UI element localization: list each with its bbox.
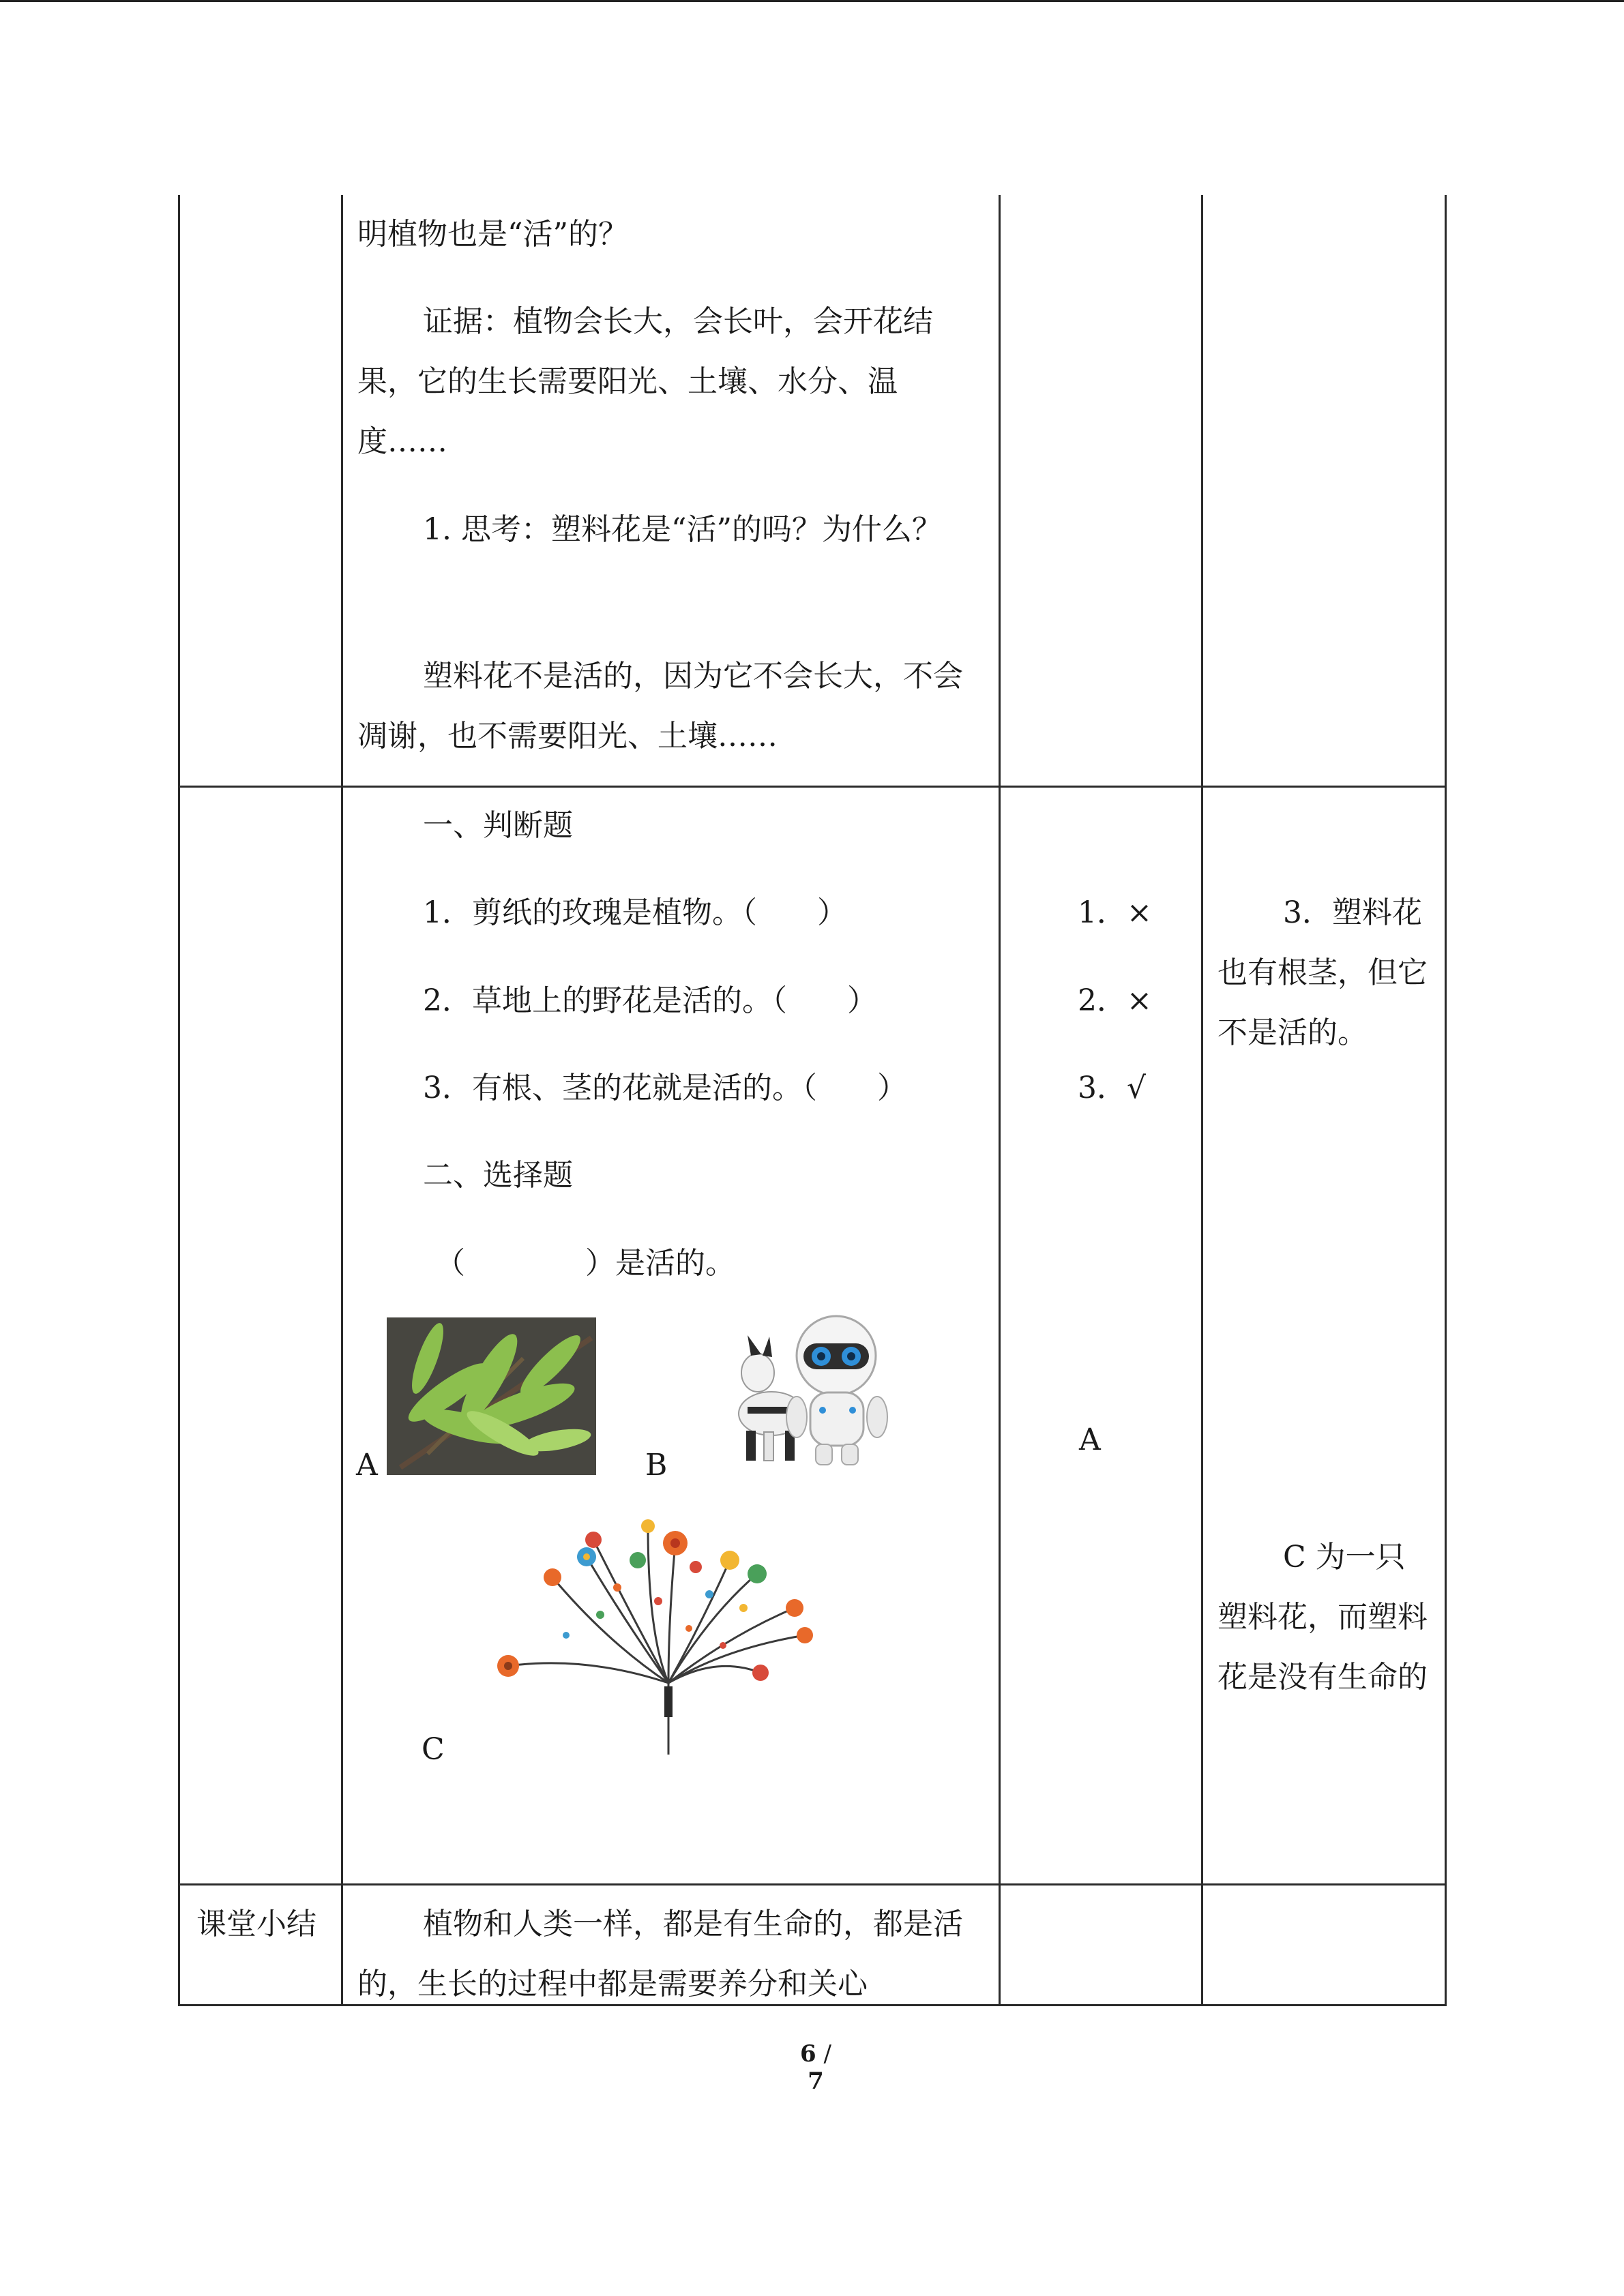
table-line <box>341 195 343 2006</box>
page-number <box>788 2040 843 2095</box>
paragraph: 明植物也是“活”的？ <box>357 217 628 252</box>
answer-item: 2．× <box>1078 983 1152 1018</box>
table-line <box>1201 195 1203 2006</box>
section-title: 二、选择题 <box>423 1158 573 1193</box>
section-title: 一、判断题 <box>423 808 573 843</box>
explanation-note: 3．塑料花也有根茎，但它不是活的。 <box>1217 895 1428 1050</box>
table-line <box>1445 195 1447 2006</box>
option-label: A <box>356 1448 378 1482</box>
option-label: C <box>422 1732 445 1767</box>
option-label: B <box>645 1448 668 1482</box>
question-item: 2．草地上的野花是活的。（ ） <box>423 983 877 1018</box>
plastic-flower-image <box>484 1512 825 1765</box>
answer-item: 3．√ <box>1078 1071 1147 1105</box>
paragraph: 1. 思考：塑料花是“活”的吗？为什么？ <box>423 512 942 547</box>
answer-choice: A <box>1079 1422 1101 1457</box>
page-separator: / <box>816 2040 831 2068</box>
page-top-border <box>0 0 1624 2</box>
question-item: 1．剪纸的玫瑰是植物。（ ） <box>423 895 847 930</box>
page-current: 6 <box>800 2040 816 2068</box>
table-line <box>178 786 1447 788</box>
leaf-plant-image <box>387 1317 596 1475</box>
question-item: 3．有根、茎的花就是活的。（ ） <box>423 1071 907 1105</box>
table-line <box>999 195 1001 2006</box>
choice-stem: （ ）是活的。 <box>435 1246 735 1281</box>
summary-text: 植物和人类一样，都是有生命的，都是活的，生长的过程中都是需要养分和关心 <box>357 1907 963 2001</box>
answer-item: 1．× <box>1078 895 1152 930</box>
paragraph: 证据：植物会长大，会长叶，会开花结果，它的生长需要阳光、土壤、水分、温度…… <box>357 304 933 459</box>
robot <box>786 1316 887 1465</box>
table-line <box>178 1883 1447 1885</box>
robot-toy-image <box>720 1308 914 1472</box>
row-label: 课堂小结 <box>196 1907 316 1941</box>
page-total: 7 <box>808 2068 824 2095</box>
explanation-note: C 为一只塑料花，而塑料花是没有生命的 <box>1217 1540 1428 1695</box>
paragraph: 塑料花不是活的，因为它不会长大，不会凋谢，也不需要阳光、土壤…… <box>357 659 963 754</box>
table-line <box>178 195 180 2006</box>
